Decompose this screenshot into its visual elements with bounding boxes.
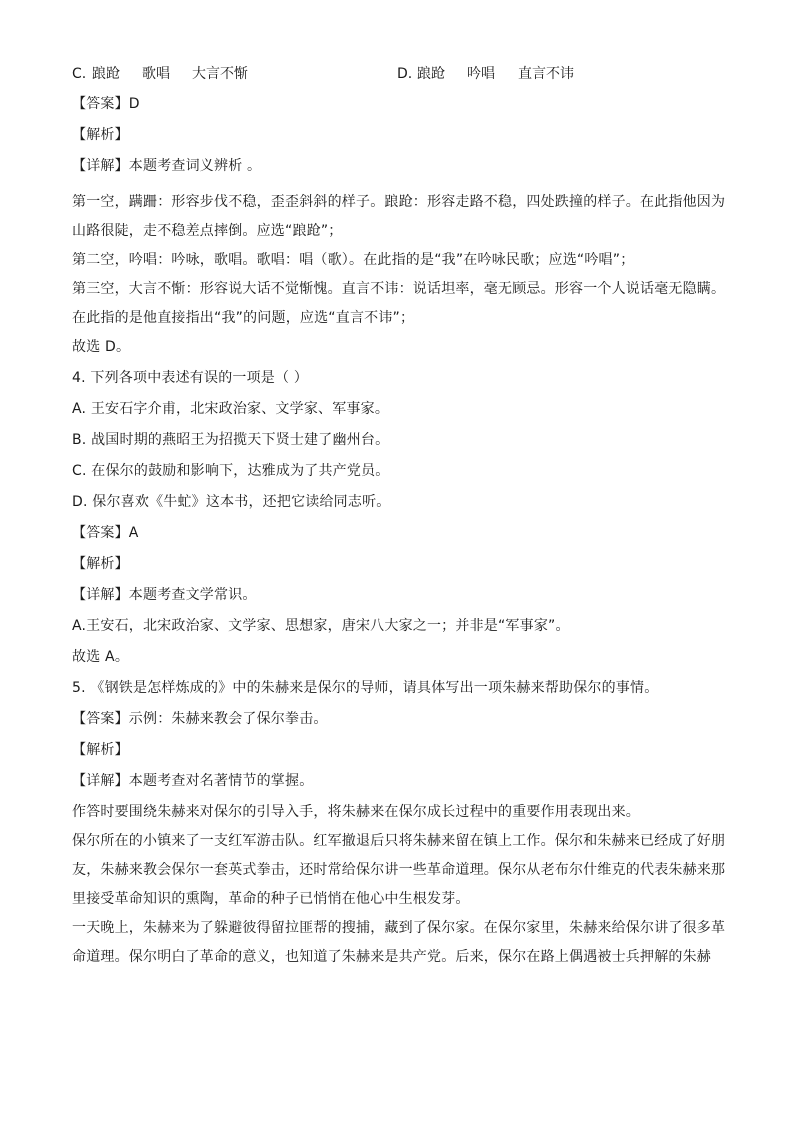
q3-detail: 【详解】本题考查词义辨析 。	[72, 158, 262, 174]
q5-answer: 【答案】示例：朱赫来教会了保尔拳击。	[72, 711, 328, 727]
q4-option-d: D. 保尔喜欢《牛虻》这本书，还把它读给同志听。	[72, 494, 391, 510]
option-c-label: C.	[72, 66, 87, 82]
option-d-word-2: 吟唱	[467, 66, 495, 82]
q3-explanation-line: 山路很陡，走不稳差点摔倒。应选“踉跄”；	[72, 223, 343, 239]
q3-answer: 【答案】D	[72, 96, 140, 112]
q5-detail: 【详解】本题考查对名著情节的掌握。	[72, 773, 314, 789]
q4-stem: 4. 下列各项中表述有误的一项是（ ）	[72, 370, 309, 386]
option-c-word-2: 歌唱	[142, 66, 170, 82]
option-c-word-1: 踉跄	[92, 66, 120, 82]
q3-analysis-heading: 【解析】	[72, 127, 129, 143]
q3-explanation-line: 在此指的是他直接指出“我”的问题，应选“直言不讳”；	[72, 310, 415, 326]
option-c-word-3: 大言不惭	[192, 66, 248, 82]
q4-conclusion: 故选 A。	[72, 649, 130, 665]
q4-detail: 【详解】本题考查文学常识。	[72, 587, 257, 603]
q5-explanation-line: 友，朱赫来教会保尔一套英式拳击，还时常给保尔讲一些革命道理。保尔从老布尔什维克的代表朱赫来那	[72, 862, 726, 878]
q3-explanation-line: 第一空，蹒跚：形容步伐不稳，歪歪斜斜的样子。踉跄：形容走路不稳，四处跌撞的样子。在此指他因为	[72, 194, 726, 210]
q3-explanation-line: 第二空，吟唱：吟咏，歌唱。歌唱：唱（歌）。在此指的是“我”在吟咏民歌；应选“吟唱”；	[72, 252, 635, 268]
q5-explanation-line: 作答时要围绕朱赫来对保尔的引导入手，将朱赫来在保尔成长过程中的重要作用表现出来。	[72, 804, 640, 820]
q4-option-c: C. 在保尔的鼓励和影响下，达雅成为了共产党员。	[72, 463, 390, 479]
q4-option-b: B. 战国时期的燕昭王为招揽天下贤士建了幽州台。	[72, 432, 390, 448]
option-d-word-1: 踉跄	[417, 66, 445, 82]
exam-answer-page	[72, 64, 728, 976]
q3-conclusion: 故选 D。	[72, 339, 131, 355]
q5-explanation-line: 一天晚上，朱赫来为了躲避彼得留拉匪帮的搜捕，藏到了保尔家。在保尔家里，朱赫来给保尔讲了很多革	[72, 920, 726, 936]
q4-analysis-heading: 【解析】	[72, 556, 129, 572]
q5-explanation-line: 里接受革命知识的熏陶，革命的种子已悄悄在他心中生根发芽。	[72, 891, 470, 907]
option-d-label: D.	[397, 66, 413, 82]
q4-option-a: A. 王安石字介甫，北宋政治家、文学家、军事家。	[72, 401, 390, 417]
q5-explanation-line: 保尔所在的小镇来了一支红军游击队。红军撤退后只将朱赫来留在镇上工作。保尔和朱赫来已经成了好朋	[72, 833, 726, 849]
q4-explanation-line: A.王安石，北宋政治家、文学家、思想家，唐宋八大家之一；并非是“军事家”。	[72, 618, 570, 634]
option-d-word-3: 直言不讳	[518, 66, 574, 82]
q5-explanation-line: 命道理。保尔明白了革命的意义，也知道了朱赫来是共产党。后来，保尔在路上偶遇被士兵押解的朱赫	[72, 949, 711, 965]
q5-analysis-heading: 【解析】	[72, 742, 129, 758]
q3-options-row	[72, 64, 728, 88]
q3-explanation-line: 第三空，大言不惭：形容说大话不觉惭愧。直言不讳：说话坦率，毫无顾忌。形容一个人说话毫无隐瞒。	[72, 281, 726, 297]
q5-stem: 5. 《钢铁是怎样炼成的》中的朱赫来是保尔的导师，请具体写出一项朱赫来帮助保尔的事情。	[72, 680, 659, 696]
q4-answer: 【答案】A	[72, 525, 139, 541]
